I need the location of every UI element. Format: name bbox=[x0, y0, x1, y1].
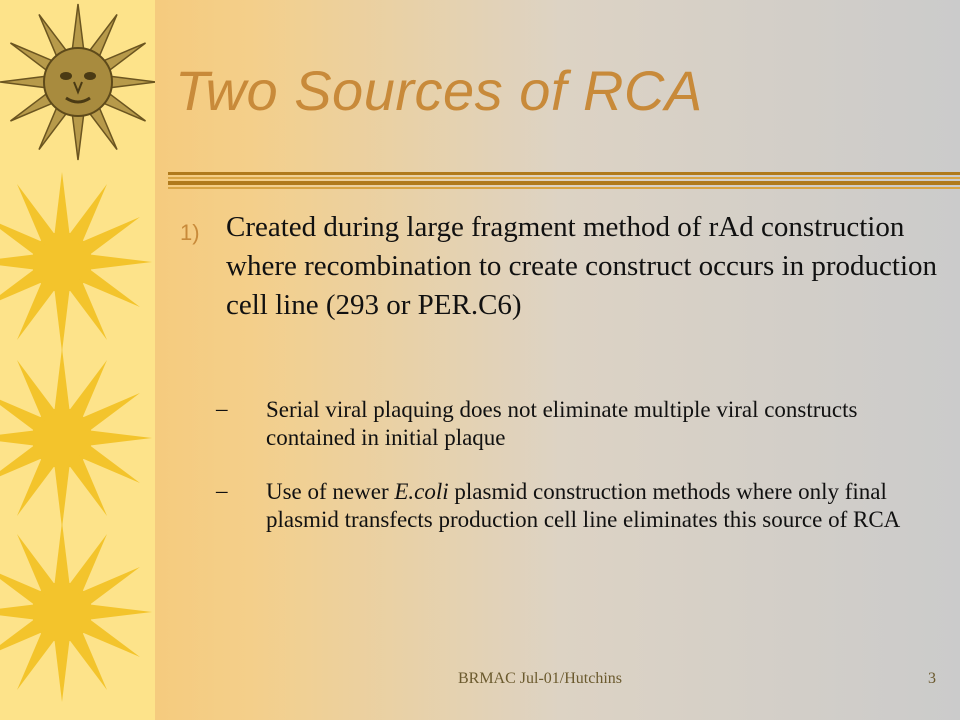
sun-burst-icon bbox=[0, 172, 152, 352]
sun-burst-icon bbox=[0, 522, 152, 702]
item-number: 1) bbox=[180, 220, 200, 245]
title-divider bbox=[168, 172, 960, 190]
italic-organism-name: E.coli bbox=[394, 479, 449, 504]
sub-bullet-text bbox=[266, 478, 946, 534]
sun-face-icon bbox=[0, 4, 155, 160]
item-text: Created during large fragment method of rAd construction where recombination to create construct occurs in production cell line (293 or PER.C6) bbox=[226, 211, 938, 321]
text-run: plasmid construction methods where only final plasmid transfects production cell line eliminates this source of RCA bbox=[266, 479, 901, 532]
sub-bullet-text: Serial viral plaquing does not eliminate multiple viral constructs contained in initial plaque bbox=[266, 397, 858, 450]
left-decorative-strip bbox=[0, 0, 155, 720]
bullet-dash: – bbox=[216, 396, 228, 421]
bullet-dash: – bbox=[216, 478, 228, 503]
slide-title: Two Sources of RCA bbox=[175, 59, 703, 122]
sun-decorations bbox=[0, 0, 155, 720]
slide-footer: BRMAC Jul-01/Hutchins bbox=[457, 670, 622, 687]
sun-burst-icon bbox=[0, 348, 152, 528]
page-number: 3 bbox=[928, 670, 936, 687]
text-run: Use of newer bbox=[266, 479, 395, 504]
